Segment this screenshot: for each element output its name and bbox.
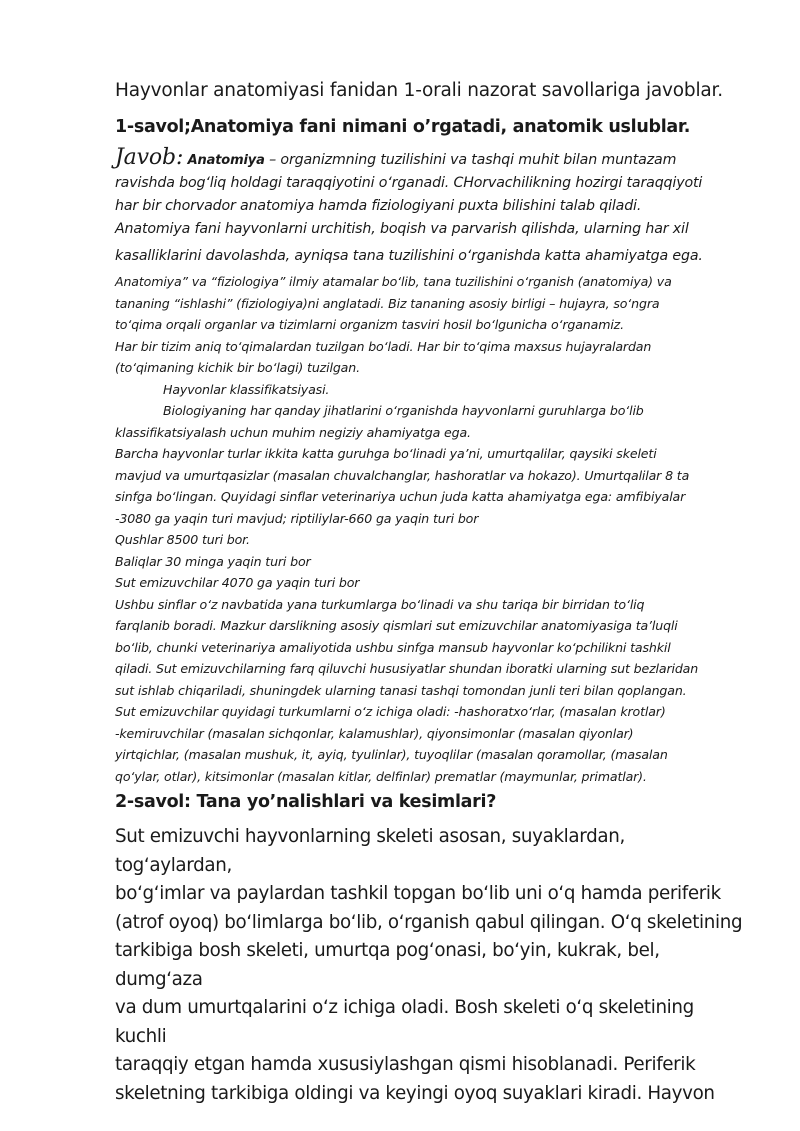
text-line: bo‘g‘imlar va paylardan tashkil topgan bo‘lib uni o‘q hamda periferik (115, 883, 721, 904)
text-line: Barcha hayvonlar turlar ikkita katta guruhga bo‘linadi ya’ni, umurtqalilar, qaysiki skeleti (115, 446, 657, 461)
text-line: mavjud va umurtqasizlar (masalan chuvalchanglar, hashoratlar va hokazo). Umurtqalilar 8 ta (115, 467, 690, 483)
text-line: Ushbu sinflar o‘z navbatida yana turkumlarga bo‘linadi va shu tariqa bir birridan to‘liq (115, 596, 645, 612)
answer-line: – organizmning tuzilishini va tashqi muhit bilan muntazam (269, 152, 677, 168)
text-line: taraqqiy etgan hamda xususiylashgan qismi hisoblanadi. Periferik (115, 1054, 696, 1075)
text-line: Qushlar 8500 turi bor. (115, 532, 250, 547)
text-line: to‘qima orqali organlar va tizimlarni organizm tasviri hosil bo‘lgunicha o‘rganamiz. (115, 317, 624, 332)
text-line: skeletning tarkibiga oldingi va keyingi oyoq suyaklari kiradi. Hayvon (115, 1082, 715, 1104)
text-line: (to‘qimaning kichik bir bo‘lagi) tuzilgan. (115, 360, 360, 375)
text-line: sinfga bo‘lingan. Quyidagi sinflar veterinariya uchun juda katta ahamiyatga ega: amfibiyalar (115, 489, 686, 504)
question-1: 1-savol;Anatomiya fani nimani o’rgatadi, anatomik uslublar. (115, 117, 691, 137)
answer-line: har bir chorvador anatomiya hamda fiziologiyani puxta bilishini talab qiladi. (115, 198, 642, 214)
document-title: Hayvonlar anatomiyasi fanidan 1-orali nazorat savollariga javoblar. (115, 80, 723, 101)
text-line: (atrof oyoq) bo‘limlarga bo‘lib, o‘rganish qabul qilingan. O‘q skeletining (115, 911, 743, 933)
text-line: tananing “ishlashi” (fiziologiya)ni anglatadi. Biz tananing asosiy birligi – hujayra, so‘ngra (115, 295, 660, 311)
text-line: Sut emizuvchilar quyidagi turkumlarni o‘z ichiga oladi: -hashoratxo‘rlar, (masalan krotlar) (115, 704, 666, 719)
text-line: Biologiyaning har qanday jihatlarini o‘rganishda hayvonlarni guruhlarga bo‘lib (163, 403, 644, 418)
subheading-classification: Hayvonlar klassifikatsiyasi. (163, 381, 330, 397)
text-line: Baliqlar 30 minga yaqin turi bor (115, 553, 311, 569)
text-line: tarkibiga bosh skeleti, umurtqa pog‘onasi, bo‘yin, kukrak, bel, dumg‘aza (115, 940, 660, 990)
text-line: Anatomiya” va “fiziologiya” ilmiy atamalar bo‘lib, tana tuzilishini o‘rganish (anatomiya) va (115, 274, 672, 289)
text-line: Har bir tizim aniq to‘qimalardan tuzilgan bo‘ladi. Har bir to‘qima maxsus hujayralardan (115, 338, 652, 354)
text-line: qo‘ylar, otlar), kitsimonlar (masalan kitlar, delfinlar) prematlar (maymunlar, primatlar). (115, 768, 647, 784)
document-page (115, 72, 745, 1108)
text-line: bo‘lib, chunki veterinariya amaliyotida ushbu sinfga mansub hayvonlar ko‘pchilikni tashkil (115, 639, 671, 655)
text-line: va dum umurtqalarini o‘z ichiga oladi. Bosh skeleti o‘q skeletining kuchli (115, 997, 694, 1047)
answer-line: ravishda bog‘liq holdagi taraqqiyotini o‘rganadi. CHorvachilikning hozirgi taraqqiyoti (115, 175, 703, 191)
text-line: Sut emizuvchilar 4070 ga yaqin turi bor (115, 575, 360, 590)
answer-line: Anatomiya fani hayvonlarni urchitish, boqish va parvarish qilishda, ularning har xil (115, 221, 689, 237)
text-line: sut ishlab chiqariladi, shuningdek ularning tanasi tashqi tomondan junli teri bilan qoplangan. (115, 682, 687, 698)
question-2: 2-savol: Tana yo’nalishlari va kesimlari? (115, 792, 497, 812)
text-line: yirtqichlar, (masalan mushuk, it, ayiq, tyulinlar), tuyoqlilar (masalan qoramollar, (masalan (115, 747, 668, 762)
paragraph-anatomy-definition (115, 271, 745, 787)
text-line: -3080 ga yaqin turi mavjud; riptiliylar-660 ga yaqin turi bor (115, 510, 479, 526)
text-line: Sut emizuvchi hayvonlarning skeleti asosan, suyaklardan, tog‘aylardan, (115, 826, 625, 876)
answer-1 (115, 146, 745, 271)
text-line: qiladi. Sut emizuvchilarning farq qiluvchi hususiyatlar shundan iboratki ularning sut bezlaridan (115, 661, 699, 676)
text-line: farqlanib boradi. Mazkur darslikning asosiy qismlari sut emizuvchilar anatomiyasiga ta’luqli (115, 618, 678, 633)
text-line: -kemiruvchilar (masalan sichqonlar, kalamushlar), qiyonsimonlar (masalan qiyonlar) (115, 725, 634, 741)
answer-label: Javob: (115, 145, 184, 170)
text-line: klassifikatsiyalash uchun muhim negiziy ahamiyatga ega. (115, 424, 471, 440)
paragraph-skeleton (115, 823, 745, 1108)
answer-term: Anatomiya (187, 153, 265, 168)
answer-line: kasalliklarini davolashda, ayniqsa tana tuzilishini o‘rganishda katta ahamiyatga ega. (115, 248, 703, 264)
